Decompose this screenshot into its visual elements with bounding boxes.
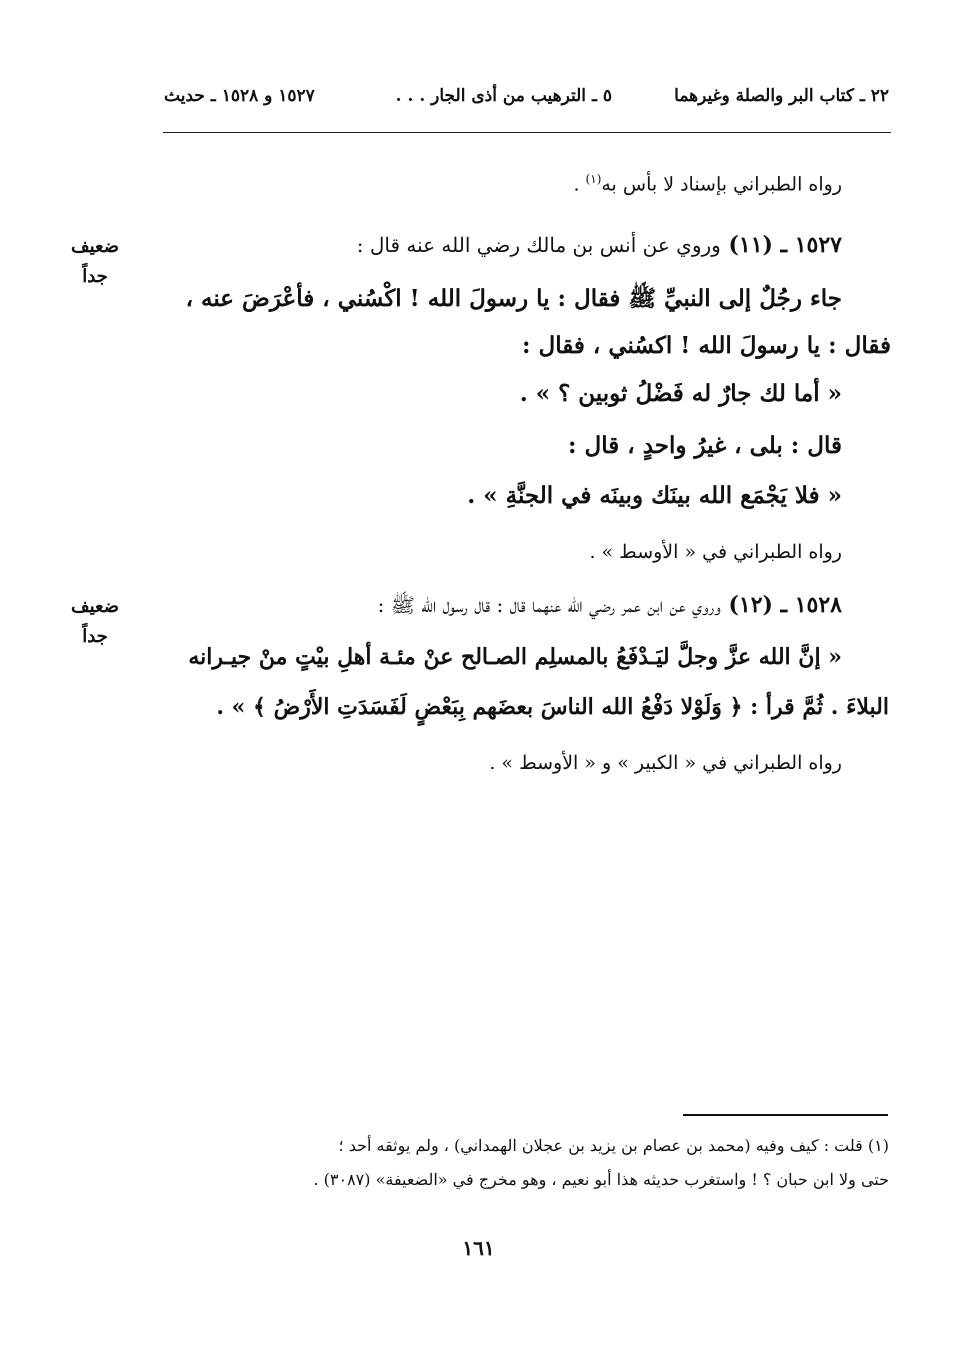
grade-word: جداً [82,266,108,287]
header-hadith-range: ١٥٢٧ و ١٥٢٨ ـ حديث [164,86,315,106]
footnote-ref: (١) [585,172,602,186]
hadith-1527-line-3: « أما لك جارٌ له فَضْلُ ثوبين ؟ » . [519,380,842,407]
grade-word: ضعيف [70,236,120,257]
hadith-1528-line-1: « إنَّ الله عزَّ وجلَّ ليَـدْفَعُ بالمسلِم الصـالح عنْ مئـة أهلِ بيْتٍ منْ جيـرانه [188,644,842,670]
footnote-line-2: حتى ولا ابن حبان ؟ ! واستغرب حديثه هذا أبو نعيم ، وهو مخرج في «الضعيفة» (٣٠٨٧) . [313,1170,889,1189]
hadith-isnad: وروي عن أنس بن مالك رضي الله عنه قال : [356,233,721,257]
hadith-1528-heading [378,592,842,622]
grade-word: جداً [82,626,108,647]
hadith-1528-line-2: البلاءَ . ثُمَّ قرأ : ﴿ وَلَوْلا دَفْعُ الله الناسَ بعضَهم بِبَعْضٍ لَفَسَدَتِ الأَرْضُ ﴾ » . [216,694,889,720]
header-chapter-title: ٥ ـ الترهيب من أذى الجار . . . [395,86,612,106]
hadith-1527-line-2: فقال : يا رسولَ الله ! اكسُني ، فقال : [522,332,891,359]
header-book-title: ٢٢ ـ كتاب البر والصلة وغيرهما [674,86,889,106]
hadith-1527-line-5: « فلا يَجْمَع الله بينَك وبينَه في الجنَّةِ » . [467,482,842,509]
intro-line [573,172,842,195]
hadith-1527-line-1: جاء رجُلٌ إلى النبيِّ ﷺ فقال : يا رسولَ الله ! اكْسُني ، فأعْرَضَ عنه ، [185,285,842,312]
page-number: ١٦١ [462,1236,495,1260]
grade-note-1527 [60,232,130,292]
hadith-number: ١٥٢٧ ـ (١١) [728,232,842,258]
hadith-isnad: وروي عن ابن عمر رضي الله عنهما قال : قال رسول الله ﷺ : [377,593,721,617]
hadith-1527-heading [357,232,842,258]
intro-end: . [573,173,586,196]
grade-word: ضعيف [70,596,120,617]
header-rule [163,132,891,133]
footnote-line-1: (١) قلت : كيف وفيه (محمد بن عصام بن يزيد بن عجلان الهمداني) ، ولم يوثقه أحد ؛ [338,1136,889,1155]
grade-note-1528 [60,592,130,652]
intro-text: رواه الطبراني بإسناد لا بأس به [601,173,842,196]
hadith-1527-source: رواه الطبراني في « الأوسط » . [589,541,842,563]
hadith-1527-line-4: قال : بلى ، غيرُ واحدٍ ، قال : [568,432,842,459]
footnote-rule [683,1114,888,1116]
hadith-1528-source: رواه الطبراني في « الكبير » و « الأوسط » . [489,752,842,774]
hadith-number: ١٥٢٨ ـ (١٢) [728,592,842,618]
